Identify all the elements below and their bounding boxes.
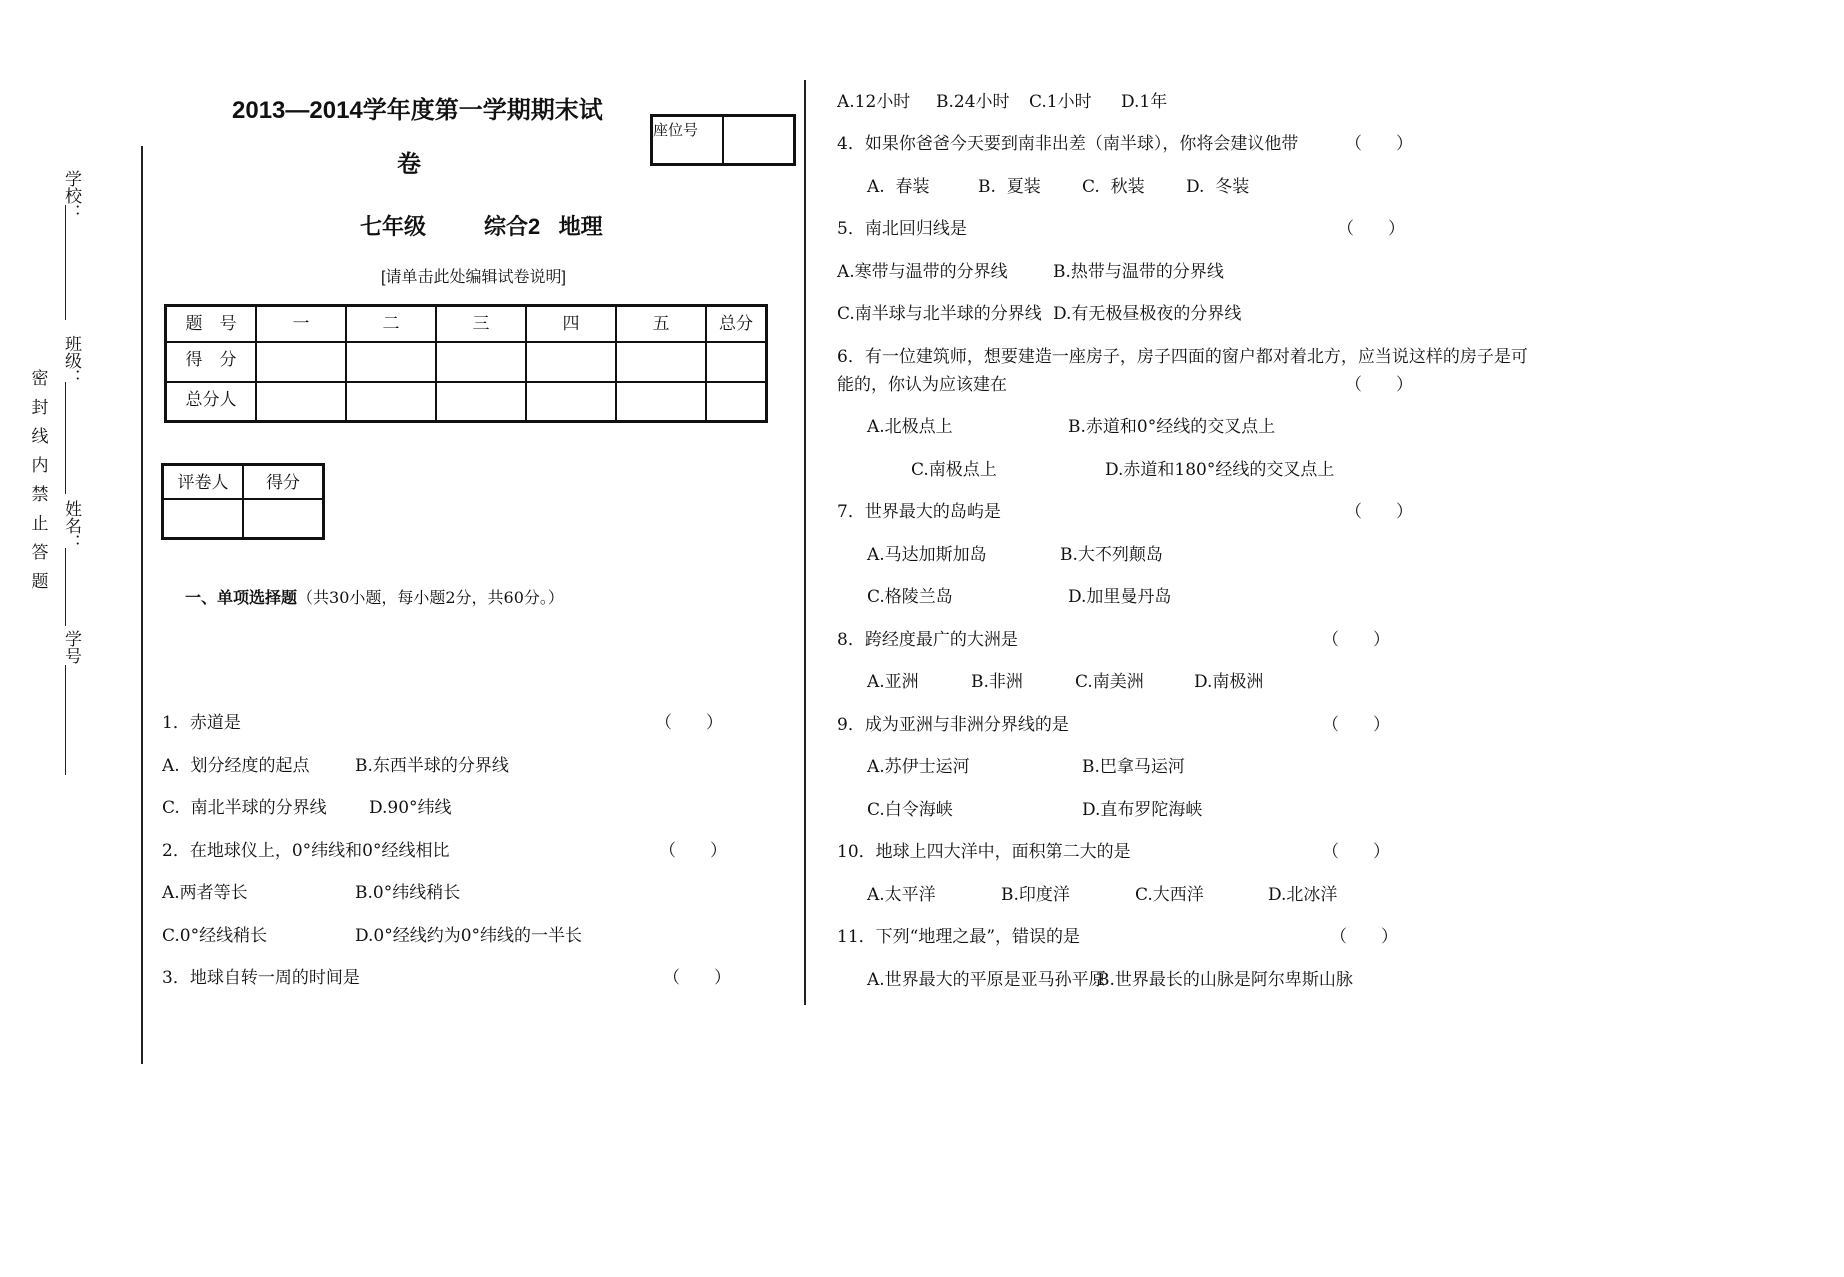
option[interactable]: A.寒带与温带的分界线 bbox=[837, 262, 1008, 282]
section-heading bbox=[185, 585, 564, 608]
name-label: 姓名： bbox=[61, 500, 81, 551]
score-col-header: 二 bbox=[346, 306, 436, 342]
seal-char: 封 bbox=[31, 398, 49, 418]
student-no-label: 学号 bbox=[61, 630, 81, 664]
seal-char: 内 bbox=[31, 456, 49, 476]
answer-blank[interactable]: （ ） bbox=[1322, 715, 1390, 735]
option[interactable]: D.0°经线约为0°纬线的一半长 bbox=[355, 926, 583, 946]
question-stem: 6．有一位建筑师，想要建造一座房子，房子四面的窗户都对着北方，应当说这样的房子是可 bbox=[837, 347, 1528, 367]
option[interactable]: D.1年 bbox=[1121, 92, 1168, 112]
score-cell[interactable] bbox=[436, 342, 526, 382]
option[interactable]: C.1小时 bbox=[1029, 92, 1092, 112]
binding-margin-line bbox=[65, 665, 66, 775]
option[interactable]: D.有无极昼极夜的分界线 bbox=[1053, 304, 1242, 324]
option[interactable]: C. 南北半球的分界线 bbox=[162, 798, 327, 818]
option[interactable]: C.白令海峡 bbox=[867, 800, 953, 820]
answer-blank[interactable]: （ ） bbox=[1337, 219, 1405, 239]
option[interactable]: A.世界最大的平原是亚马孙平原 bbox=[867, 970, 1106, 990]
exam-title-cont: 卷 bbox=[397, 151, 421, 178]
option[interactable]: B.24小时 bbox=[936, 92, 1010, 112]
binding-margin-line bbox=[65, 205, 66, 320]
option[interactable]: B.非洲 bbox=[971, 672, 1023, 692]
option[interactable]: A.太平洋 bbox=[867, 885, 936, 905]
score-table bbox=[164, 304, 768, 423]
option[interactable]: C. 秋装 bbox=[1082, 177, 1145, 197]
question-stem: 7．世界最大的岛屿是 bbox=[837, 502, 1001, 522]
option[interactable]: D.南极洲 bbox=[1194, 672, 1264, 692]
section-heading-info: （共30小题，每小题2分，共60分。） bbox=[297, 588, 564, 607]
column-divider bbox=[804, 80, 806, 1005]
answer-blank[interactable]: （ ） bbox=[1345, 502, 1413, 522]
seal-char: 禁 bbox=[31, 485, 49, 505]
seat-number-box[interactable] bbox=[650, 114, 796, 166]
option[interactable]: A. 划分经度的起点 bbox=[162, 756, 310, 776]
section-heading-title: 一、单项选择题 bbox=[185, 588, 298, 607]
option[interactable]: A.北极点上 bbox=[867, 417, 953, 437]
option[interactable]: B.大不列颠岛 bbox=[1060, 545, 1163, 565]
option[interactable]: C.南美洲 bbox=[1075, 672, 1144, 692]
subject-label: 综合2 地理 bbox=[484, 214, 603, 239]
option[interactable]: B.世界最长的山脉是阿尔卑斯山脉 bbox=[1097, 970, 1353, 990]
score-col-header: 总分 bbox=[706, 306, 767, 342]
seat-label: 座位号 bbox=[653, 121, 699, 139]
answer-blank[interactable]: （ ） bbox=[1322, 842, 1390, 862]
option[interactable]: C.大西洋 bbox=[1135, 885, 1204, 905]
left-border-line bbox=[141, 146, 143, 1064]
option[interactable]: C.0°经线稍长 bbox=[162, 926, 268, 946]
question-stem-cont: 能的，你认为应该建在 bbox=[837, 375, 1007, 395]
answer-blank[interactable]: （ ） bbox=[1345, 375, 1413, 395]
grader-cell[interactable] bbox=[243, 499, 324, 539]
option[interactable]: D.90°纬线 bbox=[369, 798, 452, 818]
option[interactable]: C.格陵兰岛 bbox=[867, 587, 953, 607]
question-stem: 11．下列“地理之最”，错误的是 bbox=[837, 927, 1081, 947]
school-label: 学校： bbox=[61, 170, 81, 221]
answer-blank[interactable]: （ ） bbox=[655, 713, 723, 733]
option[interactable]: B.巴拿马运河 bbox=[1082, 757, 1185, 777]
score-cell[interactable] bbox=[256, 342, 346, 382]
score-col-header: 三 bbox=[436, 306, 526, 342]
score-cell[interactable] bbox=[526, 342, 616, 382]
question-stem: 5．南北回归线是 bbox=[837, 219, 967, 239]
question-stem: 3．地球自转一周的时间是 bbox=[162, 968, 360, 988]
question-stem: 2．在地球仪上，0°纬线和0°经线相比 bbox=[162, 841, 450, 861]
option[interactable]: B.赤道和0°经线的交叉点上 bbox=[1068, 417, 1276, 437]
option[interactable]: C.南极点上 bbox=[911, 460, 997, 480]
answer-blank[interactable]: （ ） bbox=[1330, 927, 1398, 947]
score-row-label: 题 号 bbox=[166, 306, 257, 342]
seal-char: 止 bbox=[31, 514, 49, 534]
question-stem: 9．成为亚洲与非洲分界线的是 bbox=[837, 715, 1069, 735]
option[interactable]: D. 冬装 bbox=[1186, 177, 1250, 197]
score-col-header: 四 bbox=[526, 306, 616, 342]
question-stem: 8．跨经度最广的大洲是 bbox=[837, 630, 1018, 650]
score-col-header: 一 bbox=[256, 306, 346, 342]
option[interactable]: A.马达加斯加岛 bbox=[867, 545, 987, 565]
grader-header: 评卷人 bbox=[163, 465, 244, 499]
seal-char: 线 bbox=[31, 427, 49, 447]
option[interactable]: D.赤道和180°经线的交叉点上 bbox=[1105, 460, 1335, 480]
question-stem: 1．赤道是 bbox=[162, 713, 241, 733]
option[interactable]: A.苏伊士运河 bbox=[867, 757, 970, 777]
option[interactable]: B.印度洋 bbox=[1001, 885, 1070, 905]
question-stem: 4．如果你爸爸今天要到南非出差（南半球），你将会建议他带 bbox=[837, 134, 1299, 154]
grader-header: 得分 bbox=[243, 465, 324, 499]
score-cell[interactable] bbox=[436, 382, 526, 422]
option[interactable]: B. 夏装 bbox=[978, 177, 1041, 197]
score-row-label: 得 分 bbox=[166, 342, 257, 382]
option[interactable]: D.加里曼丹岛 bbox=[1068, 587, 1172, 607]
option[interactable]: B.0°纬线稍长 bbox=[355, 883, 461, 903]
binding-margin-line bbox=[65, 382, 66, 494]
answer-blank[interactable]: （ ） bbox=[1322, 630, 1390, 650]
exam-note: [请单击此处编辑试卷说明] bbox=[381, 269, 566, 286]
option[interactable]: B.热带与温带的分界线 bbox=[1053, 262, 1224, 282]
score-col-header: 五 bbox=[616, 306, 706, 342]
seal-char: 密 bbox=[31, 369, 49, 389]
score-cell[interactable] bbox=[256, 382, 346, 422]
option[interactable]: B.东西半球的分界线 bbox=[355, 756, 509, 776]
answer-blank[interactable]: （ ） bbox=[1345, 134, 1413, 154]
option[interactable]: A.两者等长 bbox=[162, 883, 248, 903]
option[interactable]: A.12小时 bbox=[837, 92, 911, 112]
option[interactable]: D.北冰洋 bbox=[1268, 885, 1338, 905]
option[interactable]: D.直布罗陀海峡 bbox=[1082, 800, 1203, 820]
answer-blank[interactable]: （ ） bbox=[663, 968, 731, 988]
score-cell[interactable] bbox=[706, 382, 767, 422]
seat-box-divider bbox=[722, 117, 724, 163]
option[interactable]: A. 春装 bbox=[867, 177, 930, 197]
grader-table bbox=[161, 463, 325, 540]
class-label: 班级： bbox=[61, 335, 81, 386]
score-cell[interactable] bbox=[346, 382, 436, 422]
score-cell[interactable] bbox=[526, 382, 616, 422]
exam-title: 2013—2014学年度第一学期期末试 bbox=[232, 97, 603, 124]
answer-blank[interactable]: （ ） bbox=[659, 841, 727, 861]
binding-margin-line bbox=[65, 548, 66, 626]
score-row-label: 总分人 bbox=[166, 382, 257, 422]
score-cell[interactable] bbox=[616, 342, 706, 382]
question-stem: 10．地球上四大洋中，面积第二大的是 bbox=[837, 842, 1131, 862]
seal-char: 题 bbox=[31, 572, 49, 592]
seal-char: 答 bbox=[31, 543, 49, 563]
option[interactable]: C.南半球与北半球的分界线 bbox=[837, 304, 1042, 324]
grader-cell[interactable] bbox=[163, 499, 244, 539]
option[interactable]: A.亚洲 bbox=[867, 672, 919, 692]
score-cell[interactable] bbox=[706, 342, 767, 382]
score-cell[interactable] bbox=[616, 382, 706, 422]
score-cell[interactable] bbox=[346, 342, 436, 382]
grade-label: 七年级 bbox=[360, 214, 427, 239]
